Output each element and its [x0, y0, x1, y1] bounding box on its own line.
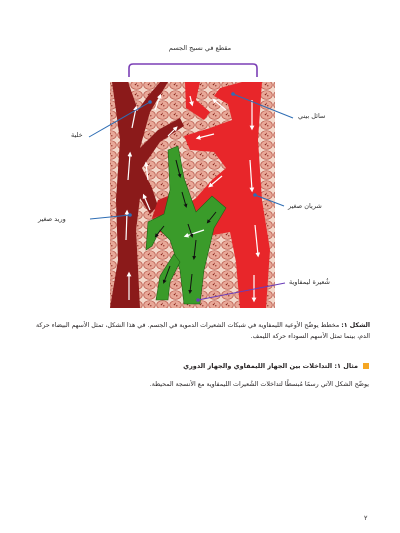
- figure-caption: [32, 320, 370, 342]
- example-heading-text: مثال ١: التداخلات بين الجهاز الليمفاوي والجهاز الدوري: [183, 362, 358, 370]
- label-cell: خلية: [71, 131, 83, 139]
- label-small-vein: وريد صغير: [38, 215, 66, 223]
- caption-label: الشكل ١:: [341, 322, 370, 329]
- label-lymph-capillary: شُعيرة ليمفاوية: [289, 278, 331, 286]
- label-small-artery: شريان صغير: [288, 202, 322, 210]
- orange-square-icon: [363, 363, 369, 369]
- page-number: ٢: [364, 514, 368, 522]
- label-interstitial-fluid: سائل بيني: [298, 112, 326, 120]
- example-heading: [183, 362, 369, 370]
- figure-bracket-label: مقطع في نسيج الجسم: [168, 44, 232, 52]
- example-body: يوضّح الشكل الآتي رسمًا مُبسطًا لتداخلات الشُعيرات الليمفاوية مع الأنسجة المحيطة.: [149, 381, 369, 388]
- section-bracket: [129, 64, 257, 77]
- caption-text: مخطط يوضّح الأوعية الليمفاوية في شبكات الشعيرات الدموية في الجسم. في هذا الشكل، تمثل الأسهم البيضاء حركة الدم، بينما تمثل الأسهم السوداء حركة الليمف.: [36, 322, 370, 340]
